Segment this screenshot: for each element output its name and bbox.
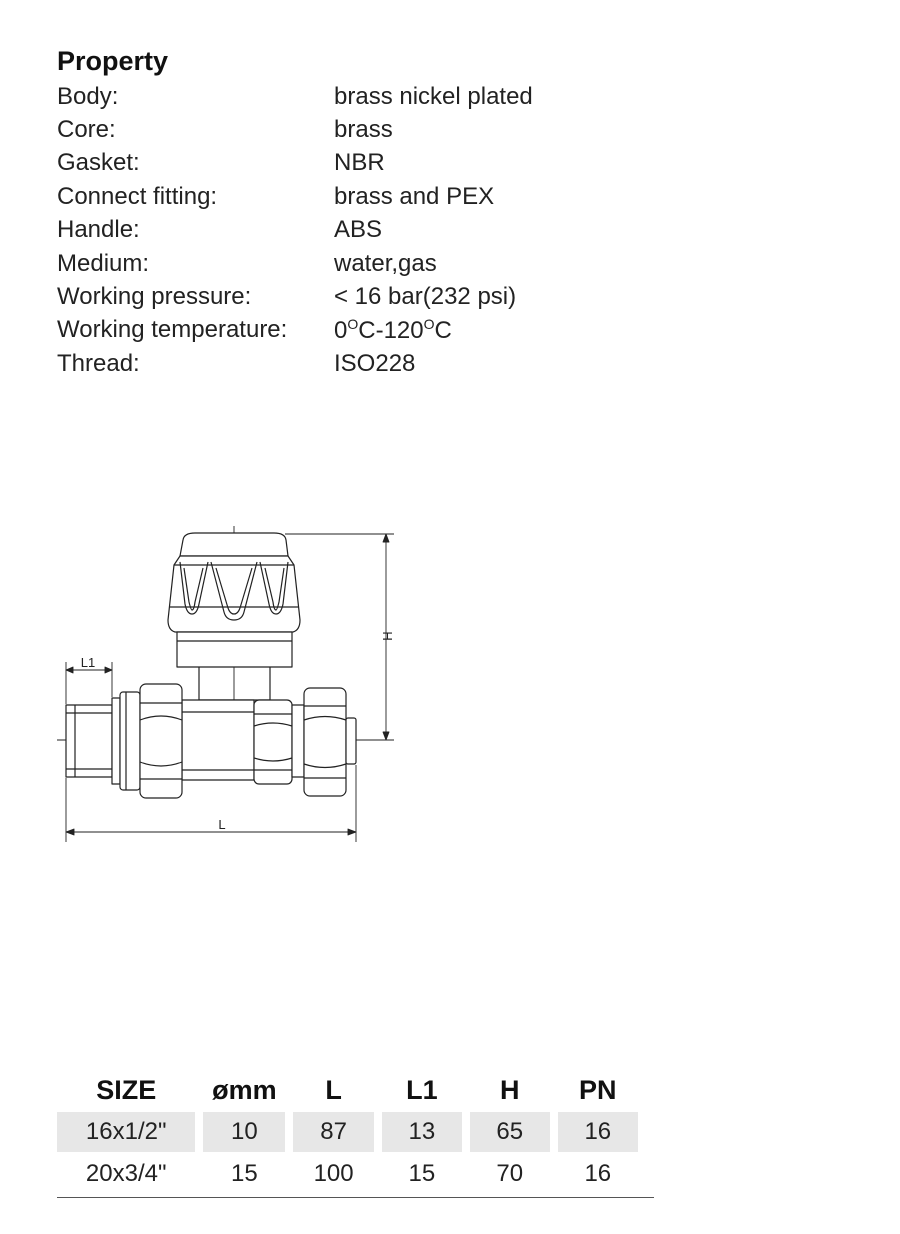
table-row <box>57 1112 638 1152</box>
table-bottom-rule <box>57 1197 654 1198</box>
table-cell: 65 <box>470 1112 550 1152</box>
table-cell: 15 <box>231 1160 258 1187</box>
left-hex-nut <box>140 684 182 798</box>
property-label: Connect fitting: <box>57 182 218 210</box>
property-row-connect-fitting <box>57 180 533 213</box>
table-cell: 16 <box>584 1160 612 1187</box>
property-row-body <box>57 80 533 113</box>
header-l1: L1 <box>406 1074 438 1105</box>
handle-cap <box>168 533 300 632</box>
property-label: Thread: <box>57 349 140 377</box>
dimension-label-h: H <box>380 631 395 641</box>
dimension-label-l1: L1 <box>80 655 96 670</box>
table-cell: 100 <box>313 1160 354 1187</box>
header-l: L <box>325 1074 342 1105</box>
property-value: brass and PEX <box>334 182 495 210</box>
header-size: SIZE <box>96 1074 157 1105</box>
property-value: ABS <box>334 216 383 244</box>
property-row-handle <box>57 214 533 247</box>
property-label: Gasket: <box>57 149 140 177</box>
property-row-thread <box>57 347 533 380</box>
compression-nut <box>304 688 356 796</box>
property-row-working-pressure <box>57 280 533 313</box>
table-cell: 10 <box>203 1112 285 1152</box>
temperature-min: 0 <box>334 316 348 344</box>
dimension-label-l: L <box>218 817 226 832</box>
size-table <box>49 1068 646 1196</box>
property-section <box>57 44 533 381</box>
property-row-working-temperature <box>57 314 533 347</box>
property-value <box>334 316 452 345</box>
table-cell: 13 <box>382 1112 462 1152</box>
property-title: Property <box>57 46 169 76</box>
valve-body <box>182 700 254 780</box>
property-value: brass <box>334 116 393 144</box>
property-value: brass nickel plated <box>334 82 533 110</box>
property-value: ISO228 <box>334 349 416 377</box>
table-cell: 15 <box>408 1160 436 1187</box>
property-value: water,gas <box>334 249 437 277</box>
degree-symbol: O <box>347 315 359 332</box>
threaded-inlet <box>66 692 140 790</box>
temperature-range-text: C-120 <box>358 316 424 344</box>
table-header-row <box>57 1070 638 1110</box>
union-hex <box>254 700 304 784</box>
property-row-gasket <box>57 147 533 180</box>
header-h: H <box>499 1074 520 1105</box>
property-row-core <box>57 113 533 146</box>
property-label: Working pressure: <box>57 283 252 311</box>
temperature-unit: C <box>434 316 452 344</box>
property-label: Medium: <box>57 249 150 277</box>
header-diameter: ømm <box>212 1074 277 1105</box>
table-cell: 20x3/4" <box>85 1160 167 1187</box>
table-cell: 16 <box>558 1112 638 1152</box>
table-cell: 87 <box>293 1112 374 1152</box>
degree-symbol: O <box>423 315 435 332</box>
property-value: < 16 bar(232 psi) <box>334 283 517 311</box>
table-cell: 70 <box>496 1160 524 1187</box>
property-label: Core: <box>57 116 116 144</box>
property-label: Working temperature: <box>57 316 288 344</box>
property-value: NBR <box>334 149 385 177</box>
property-row-medium <box>57 247 533 280</box>
table-row <box>57 1154 638 1194</box>
header-pn: PN <box>579 1074 617 1105</box>
valve-technical-drawing <box>0 500 900 860</box>
table-cell: 16x1/2" <box>57 1112 195 1152</box>
property-label: Handle: <box>57 216 140 244</box>
property-label: Body: <box>57 82 119 110</box>
